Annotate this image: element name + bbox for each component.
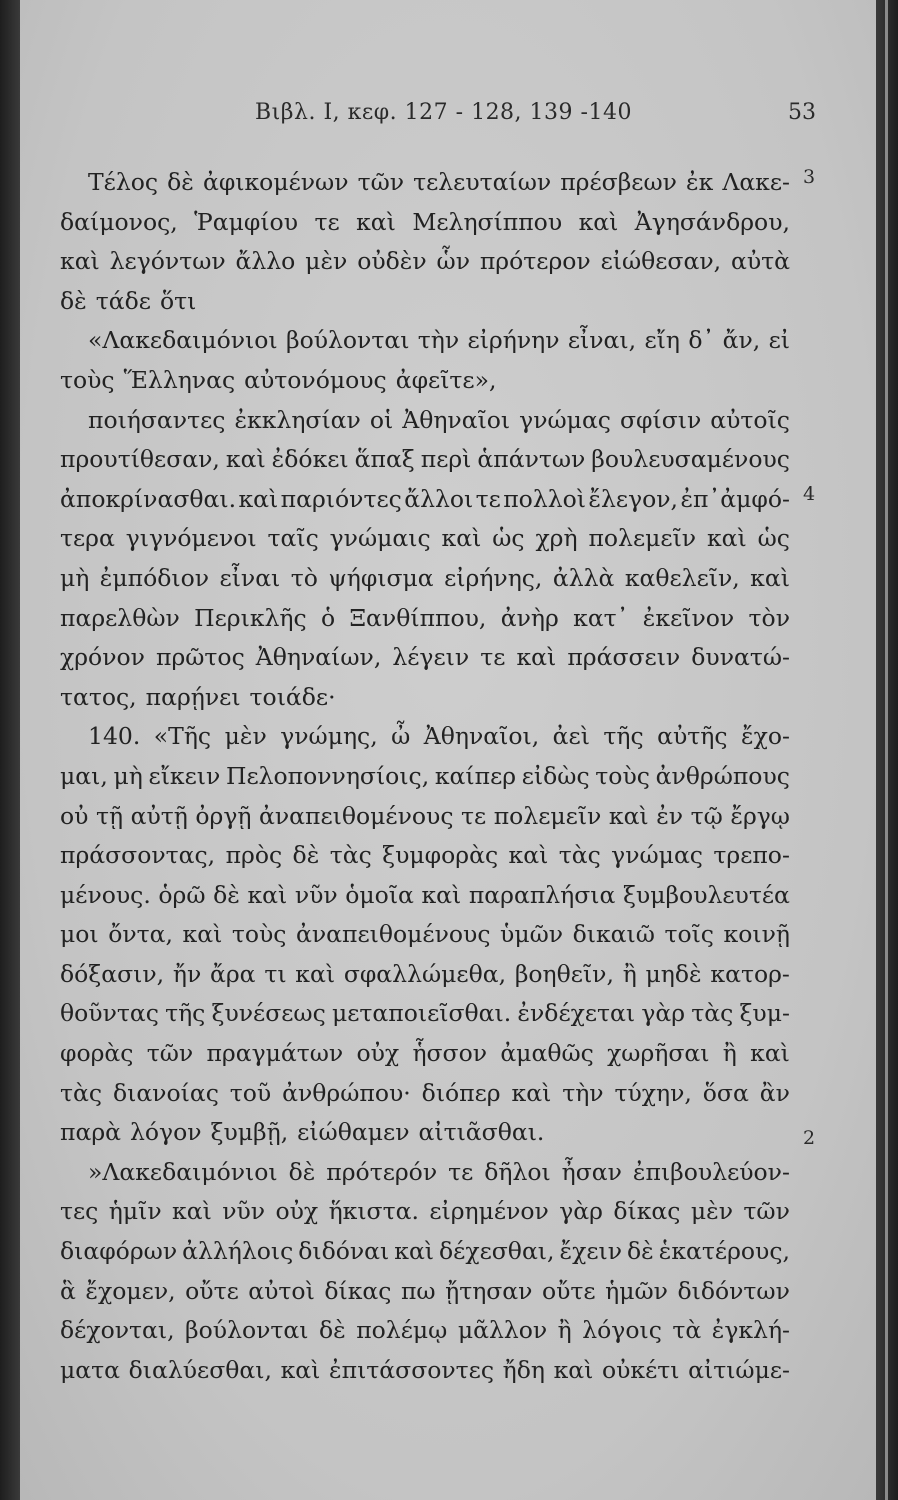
word: δαίμονος, xyxy=(60,207,178,236)
word: καὶ xyxy=(60,247,100,276)
word: καὶ xyxy=(182,920,223,949)
word: ἢ xyxy=(622,959,637,988)
word: ἀνθρώπους xyxy=(655,761,790,790)
word: ἀποκρίνασθαι. xyxy=(60,484,237,513)
word: εἶναι, xyxy=(567,326,637,355)
word: πολεμεῖν xyxy=(588,524,697,553)
word: τε xyxy=(314,207,340,236)
text-line xyxy=(60,757,790,797)
word: τῇ xyxy=(95,801,124,830)
word: ξυμβουλευτέα xyxy=(622,880,790,909)
word: τὴν xyxy=(562,1078,604,1107)
word: μὴ xyxy=(113,761,143,790)
word: οὐδὲν xyxy=(357,247,427,276)
word: καὶ xyxy=(295,959,336,988)
word: τοὺς xyxy=(60,365,115,394)
word: ἤδη xyxy=(502,1355,545,1384)
word: τῶν xyxy=(743,1197,790,1226)
word: καὶ xyxy=(553,1355,594,1384)
word: παριόντες xyxy=(280,484,402,513)
word: καὶ xyxy=(280,1355,321,1384)
word: εἰώθαμεν xyxy=(297,1118,410,1147)
word: προυτίθεσαν, xyxy=(60,445,220,474)
word: τὰς xyxy=(558,841,601,870)
word: τῆς xyxy=(603,722,644,751)
word: Ἀθηναῖοι, xyxy=(423,722,540,751)
word: δυνατώ- xyxy=(691,643,790,672)
word: δὲ xyxy=(318,1316,346,1345)
word: αὐτὰ xyxy=(730,247,790,276)
word: πολλοὶ xyxy=(503,484,586,513)
word: ἀνὴρ xyxy=(500,603,559,632)
word: τάδε xyxy=(95,286,151,315)
text-line xyxy=(60,361,790,401)
word: νῦν xyxy=(222,1197,266,1226)
word: δὲ xyxy=(292,841,320,870)
word: ὦ xyxy=(391,722,411,751)
word: βουλευσαμένους xyxy=(591,445,790,474)
word: ὅσα xyxy=(702,1078,749,1107)
word: 140. xyxy=(88,722,141,751)
word: Ἀθηναῖοι xyxy=(402,405,511,434)
word: ἐπιβουλεύον- xyxy=(632,1157,790,1186)
word: θοῦντας xyxy=(60,999,159,1028)
word: ὁ xyxy=(321,603,336,632)
text-line xyxy=(60,480,790,520)
word: καὶ xyxy=(516,643,557,672)
word: οὔτε xyxy=(542,1276,596,1305)
word: αὐτονόμους xyxy=(244,365,387,394)
word: Ῥαμφίου xyxy=(194,207,298,236)
word: καὶ xyxy=(750,563,790,592)
word: τὰς xyxy=(60,1078,103,1107)
word: τι xyxy=(264,959,287,988)
text-line xyxy=(60,163,790,203)
word: ἃ xyxy=(60,1276,76,1305)
word: καὶ xyxy=(238,484,279,513)
word: ὀργῇ xyxy=(195,801,252,830)
word: καὶ xyxy=(608,801,649,830)
word: ἔχειν xyxy=(559,1237,623,1266)
word: Περικλῆς xyxy=(194,603,307,632)
word: αἰτιώμε- xyxy=(688,1355,790,1384)
word: ἔλεγον, xyxy=(588,484,679,513)
text-line xyxy=(60,1192,790,1232)
text-line xyxy=(60,638,790,678)
word: γνώμαις xyxy=(329,524,431,553)
word: δὲ xyxy=(213,880,240,909)
word: πρὸς xyxy=(225,841,283,870)
word: δὲ xyxy=(627,1237,654,1266)
word: παρελθὼν xyxy=(60,603,180,632)
word: βούλονται xyxy=(185,1316,309,1345)
word: εἰρήνης, xyxy=(444,563,543,592)
word: ἔχομεν, xyxy=(85,1276,176,1305)
word: δὲ xyxy=(288,1157,316,1186)
word: αἰτιᾶσθαι. xyxy=(418,1118,545,1147)
word: δῆλοι xyxy=(484,1157,551,1186)
word: εἰ xyxy=(768,326,790,355)
word: τὸ xyxy=(290,563,318,592)
word: αὐτοῖς xyxy=(710,405,790,434)
text-line xyxy=(60,242,790,282)
word: εἰρήνην xyxy=(467,326,560,355)
word: εἰδὼς xyxy=(521,761,590,790)
text-line xyxy=(60,1311,790,1351)
word: δ᾽ xyxy=(688,326,715,355)
word: ἐκεῖνον xyxy=(642,603,735,632)
word: πω xyxy=(400,1276,436,1305)
word: ἥκιστα. xyxy=(328,1197,419,1226)
text-line xyxy=(60,401,790,441)
word: τοὺς xyxy=(595,761,650,790)
word: ἀεὶ xyxy=(552,722,590,751)
page-header xyxy=(60,100,816,134)
word: μὲν xyxy=(305,247,348,276)
word: Ἀθηναίων, xyxy=(255,643,382,672)
word: λόγον xyxy=(130,1118,202,1147)
word: ἀλλήλοις xyxy=(182,1237,294,1266)
word: γνώμας xyxy=(611,841,703,870)
text-line xyxy=(60,559,790,599)
text-line xyxy=(60,1074,790,1114)
word: ὄντα, xyxy=(108,920,173,949)
word: ἐκ xyxy=(685,168,714,196)
word: χρὴ xyxy=(535,524,578,553)
word: μὲν xyxy=(690,1197,734,1226)
text-line xyxy=(60,1113,790,1153)
word: ἐμπόδιον xyxy=(99,563,210,592)
word: τὸν xyxy=(748,603,790,632)
word: ξυνέσεως xyxy=(211,999,326,1028)
text-line xyxy=(60,836,790,876)
word: ἔργῳ xyxy=(730,801,790,830)
word: γνώμας xyxy=(519,405,611,434)
word: τῆς xyxy=(165,999,206,1028)
word: ἄν, xyxy=(722,326,761,355)
text-line xyxy=(60,994,790,1034)
word: πρότερον xyxy=(479,247,591,276)
word: διανοίας xyxy=(112,1078,219,1107)
word: νῦν xyxy=(294,880,338,909)
word: οὐχ xyxy=(275,1197,319,1226)
word: ἀφικομένων xyxy=(202,168,349,196)
word: ξυμ- xyxy=(739,999,790,1028)
text-line xyxy=(60,519,790,559)
word: δίκας xyxy=(613,1197,681,1226)
word: καὶ xyxy=(578,207,619,236)
book-edge-right xyxy=(876,0,898,1500)
word: ἐνδέχεται xyxy=(517,999,636,1028)
word: ὧν xyxy=(436,247,470,276)
word: »Λακεδαιμόνιοι xyxy=(88,1157,278,1186)
word: τῶν xyxy=(357,168,405,196)
word: γνώμης, xyxy=(280,722,378,751)
word: οὔτε xyxy=(185,1276,239,1305)
word: χωρῆσαι xyxy=(607,1039,710,1068)
word: εἰρημένον xyxy=(429,1197,549,1226)
word: τὰς xyxy=(329,841,372,870)
word: καὶ xyxy=(508,841,549,870)
word: τοῖς xyxy=(664,920,714,949)
word: Ἀγησάνδρου, xyxy=(634,207,790,236)
book-gutter-left xyxy=(0,0,20,1500)
text-line xyxy=(60,203,790,243)
word: ἐγκλή- xyxy=(711,1316,790,1345)
word: χρόνον xyxy=(60,643,145,672)
word: τοῦ xyxy=(229,1078,272,1107)
word: «Τῆς xyxy=(153,722,212,751)
word: σφαλλώμεθα, xyxy=(343,959,507,988)
word: κατ᾽ xyxy=(573,603,629,632)
word: δόξασιν, xyxy=(60,959,165,988)
word: Ξανθίππου, xyxy=(349,603,487,632)
word: πραγμάτων xyxy=(206,1039,344,1068)
word: λέγειν xyxy=(392,643,470,672)
word: οἱ xyxy=(369,405,394,434)
word: Τέλος xyxy=(88,168,159,196)
word: καὶ xyxy=(750,1039,790,1068)
page-number: 53 xyxy=(788,100,816,125)
word: παρὰ xyxy=(60,1118,121,1147)
word: δέχονται, xyxy=(60,1316,175,1345)
word: τε xyxy=(480,643,506,672)
word: τατος, xyxy=(60,682,137,711)
text-line xyxy=(60,915,790,955)
word: τοιάδε· xyxy=(249,682,336,711)
word: ἁπάντων xyxy=(477,445,586,474)
word: ἀνθρώπου· xyxy=(282,1078,411,1107)
word: δικαιῶ xyxy=(572,920,655,949)
word: Μελησίππου xyxy=(412,207,563,236)
word: πολεμεῖν xyxy=(493,801,602,830)
word: ἂν xyxy=(759,1078,790,1107)
word: Πελοποννησίοις, xyxy=(225,761,430,790)
word: «Λακεδαιμόνιοι xyxy=(88,326,278,355)
word: οὐκέτι xyxy=(601,1355,680,1384)
word: ἢ xyxy=(557,1316,572,1345)
word: ξυμβῇ, xyxy=(210,1118,289,1147)
margin-section-number: 3 xyxy=(803,166,816,188)
word: ὑμῶν xyxy=(500,920,564,949)
word: αὐτῆς xyxy=(657,722,728,751)
word: ἄλλο xyxy=(235,247,296,276)
text-line xyxy=(60,599,790,639)
word: διδόντων xyxy=(677,1276,790,1305)
text-line xyxy=(60,282,790,322)
word: δέχεσθαι, xyxy=(439,1237,555,1266)
text-line xyxy=(60,717,790,757)
word: τὴν xyxy=(417,326,460,355)
word: τερα xyxy=(60,524,115,553)
word: μηδὲ xyxy=(645,959,702,988)
word: τρεπο- xyxy=(713,841,790,870)
running-head: Βιβλ. I, κεφ. 127 - 128, 139 -140 xyxy=(255,100,632,125)
word: εἴκειν xyxy=(148,761,221,790)
word: τες xyxy=(60,1197,99,1226)
word: ἔχο- xyxy=(741,722,790,751)
word: τὰς xyxy=(691,999,734,1028)
word: ἀμαθῶς xyxy=(500,1039,594,1068)
word: ὁμοῖα xyxy=(345,880,414,909)
word: ἀναπειθομένους xyxy=(296,920,491,949)
word: δὲ xyxy=(167,168,194,196)
word: ἢ xyxy=(722,1039,737,1068)
word: βούλονται xyxy=(285,326,410,355)
word: ἐδόκει xyxy=(271,445,349,474)
text-line xyxy=(60,797,790,837)
word: ἄρα xyxy=(210,959,256,988)
word: καὶ xyxy=(225,445,266,474)
word: ἅπαξ xyxy=(354,445,415,474)
word: ἦσαν xyxy=(561,1157,622,1186)
word: βοηθεῖν, xyxy=(514,959,614,988)
word: τῷ xyxy=(690,801,723,830)
word: ἐν xyxy=(656,801,684,830)
word: κατορ- xyxy=(710,959,790,988)
word: διόπερ xyxy=(421,1078,501,1107)
word: περὶ xyxy=(420,445,472,474)
word: παραπλήσια xyxy=(468,880,616,909)
word: μεταποιεῖσθαι. xyxy=(331,999,512,1028)
word: ὡς xyxy=(492,524,525,553)
word: ἀναπειθομένους xyxy=(259,801,454,830)
word: καίπερ xyxy=(434,761,517,790)
text-line xyxy=(60,1272,790,1312)
word: καθελεῖν, xyxy=(624,563,740,592)
word: ὁρῶ xyxy=(158,880,206,909)
word: ταῖς xyxy=(267,524,319,553)
body-text xyxy=(60,163,790,1390)
word: πράσσοντας, xyxy=(60,841,216,870)
word: ματα xyxy=(60,1355,121,1384)
word: Λακε- xyxy=(722,168,790,196)
word: μαι, xyxy=(60,761,108,790)
word: ἧσσον xyxy=(412,1039,488,1068)
word: ἐκκλησίαν xyxy=(234,405,361,434)
word: ὅτι xyxy=(159,286,197,315)
word: διαλύεσθαι, xyxy=(128,1355,272,1384)
word: καὶ xyxy=(441,524,482,553)
word: ἀφεῖτε», xyxy=(395,365,497,394)
word: ποιήσαντες xyxy=(88,405,226,434)
word: τύχην, xyxy=(614,1078,692,1107)
word: τῶν xyxy=(146,1039,194,1068)
word: καὶ xyxy=(511,1078,552,1107)
text-line xyxy=(60,1153,790,1193)
word: μὲν xyxy=(224,722,267,751)
word: ἀλλὰ xyxy=(552,563,615,592)
word: Ἕλληνας xyxy=(123,365,236,394)
word: ἡμῶν xyxy=(605,1276,668,1305)
word: εἰώθεσαν, xyxy=(600,247,722,276)
word: πράσσειν xyxy=(567,643,681,672)
word: οὐ xyxy=(60,801,89,830)
word: φορὰς xyxy=(60,1039,134,1068)
word: ξυμφορὰς xyxy=(382,841,499,870)
word: ἐπ᾽ἀμφό- xyxy=(680,484,790,513)
word: μᾶλλον xyxy=(457,1316,548,1345)
text-line xyxy=(60,678,790,718)
word: κοινῇ xyxy=(723,920,790,949)
word: πρέσβεων xyxy=(560,168,677,196)
word: γὰρ xyxy=(559,1197,603,1226)
word: οὐχ xyxy=(356,1039,400,1068)
word: ψήφισμα xyxy=(328,563,434,592)
word: διαφόρων xyxy=(60,1237,178,1266)
word: καὶ xyxy=(356,207,396,236)
word: αὐτῇ xyxy=(130,801,188,830)
word: διδόναι xyxy=(298,1237,390,1266)
text-line xyxy=(60,876,790,916)
word: ἤν xyxy=(172,959,202,988)
text-line xyxy=(60,1232,790,1272)
word: τε xyxy=(448,1157,474,1186)
word: πρότερόν xyxy=(326,1157,438,1186)
word: αὐτοὶ xyxy=(248,1276,315,1305)
word: ὡς xyxy=(757,524,790,553)
word: τελευταίων xyxy=(413,168,552,196)
word: μένους. xyxy=(60,880,151,909)
word: ἐπιτάσσοντες xyxy=(329,1355,495,1384)
word: ᾔτησαν xyxy=(445,1276,533,1305)
word: γιγνόμενοι xyxy=(125,524,257,553)
word: καὶ xyxy=(421,880,462,909)
word: καὶ xyxy=(706,524,747,553)
margin-section-number: 4 xyxy=(803,483,816,505)
word: εἴη xyxy=(644,326,680,355)
text-line xyxy=(60,440,790,480)
word: σφίσιν xyxy=(619,405,702,434)
word: ἄλλοι xyxy=(404,484,474,513)
text-line xyxy=(60,955,790,995)
word: εἶναι xyxy=(219,563,281,592)
word: μὴ xyxy=(60,563,90,592)
word: λόγοις xyxy=(582,1316,662,1345)
word: δίκας xyxy=(324,1276,392,1305)
word: τε xyxy=(461,801,487,830)
word: μοι xyxy=(60,920,99,949)
margin-section-number: 2 xyxy=(803,1127,816,1149)
word: καὶ xyxy=(247,880,288,909)
word: δὲ xyxy=(60,286,87,315)
word: καὶ xyxy=(172,1197,212,1226)
text-line xyxy=(60,1351,790,1391)
word: τὰ xyxy=(672,1316,702,1345)
word: πρῶτος xyxy=(156,643,245,672)
word: ἑκατέρους, xyxy=(658,1237,790,1266)
word: παρῄνει xyxy=(145,682,241,711)
word: ἡμῖν xyxy=(108,1197,162,1226)
word: γὰρ xyxy=(641,999,686,1028)
word: τοὺς xyxy=(231,920,287,949)
word: λεγόντων xyxy=(109,247,226,276)
text-line xyxy=(60,321,790,361)
text-line xyxy=(60,1034,790,1074)
word: πολέμῳ xyxy=(356,1316,448,1345)
word: τε xyxy=(475,484,501,513)
word: καὶ xyxy=(394,1237,435,1266)
